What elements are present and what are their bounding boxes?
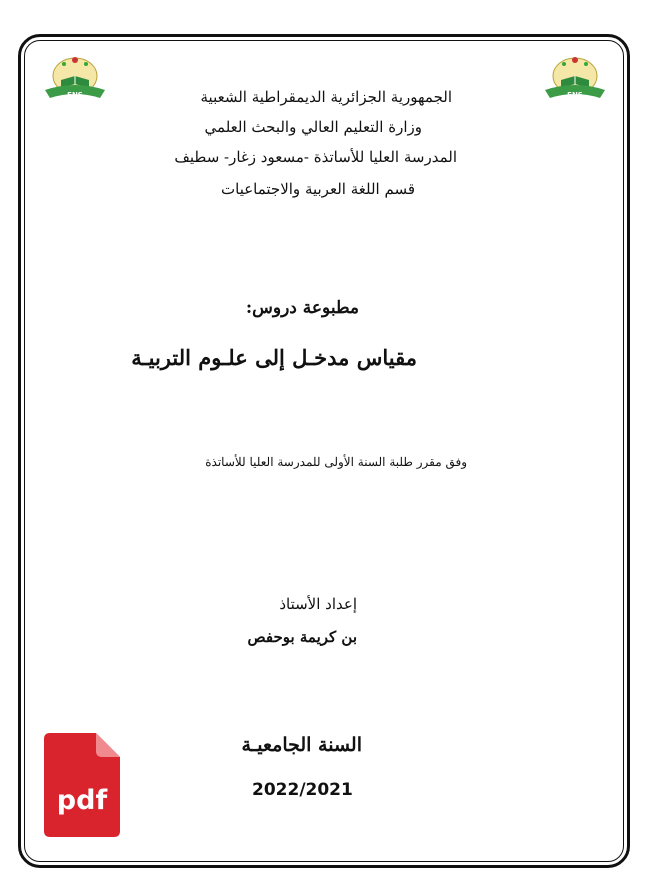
header-department: قسم اللغة العربية والاجتماعيات	[221, 180, 415, 198]
document-subtitle: مطبوعة دروس:	[245, 298, 359, 318]
author-name: بن كريمة بوحفص	[247, 628, 357, 646]
pdf-file-icon[interactable]	[44, 733, 120, 837]
header-ministry: وزارة التعليم العالي والبحث العلمي	[204, 118, 422, 136]
academic-year-label: السنة الجامعيـة	[241, 734, 362, 756]
header-republic: الجمهورية الجزائرية الديمقراطية الشعبية	[200, 88, 452, 106]
prepared-by-label: إعداد الأستاذ	[279, 595, 357, 613]
curriculum-note: وفق مقرر طلبة السنة الأولى للمدرسة العليا للأساتذة	[205, 455, 467, 469]
school-logo-right	[540, 50, 610, 106]
logo-text: ENS	[567, 91, 583, 99]
academic-year: 2022/2021	[252, 780, 353, 800]
header-school: المدرسة العليا للأساتذة -مسعود زغار- سطيف	[174, 148, 457, 166]
document-title: مقياس مدخـل إلى علـوم التربيـة	[131, 345, 417, 370]
pdf-label: pdf	[56, 785, 108, 816]
logo-text: ENS	[67, 91, 83, 99]
school-logo-left	[40, 50, 110, 106]
